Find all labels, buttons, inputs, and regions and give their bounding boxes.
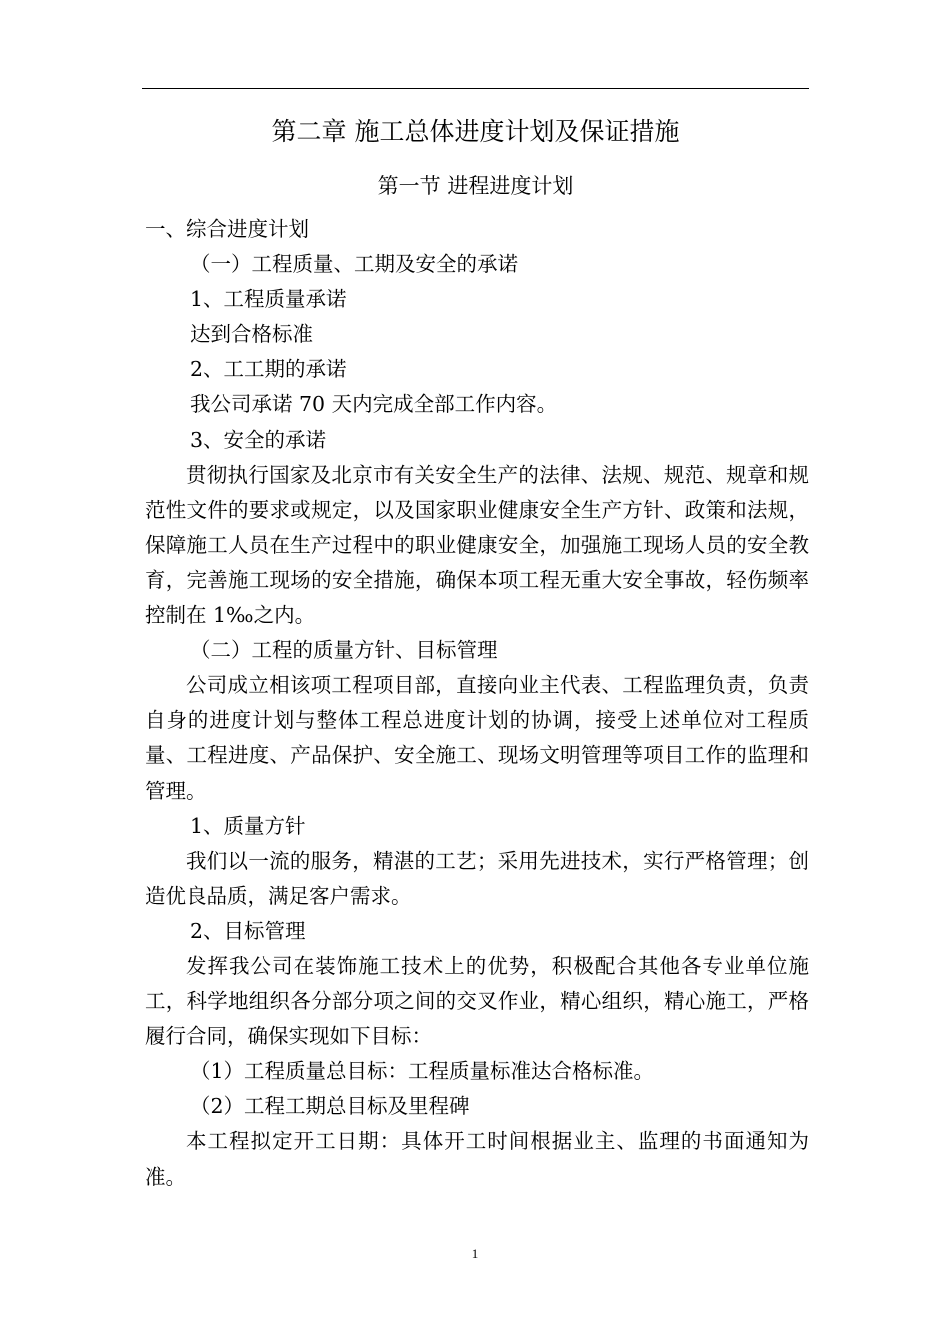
item-schedule-target: （2）工程工期总目标及里程碑 <box>190 1094 470 1119</box>
header-rule <box>142 88 809 89</box>
text-quality-standard: 达到合格标准 <box>190 322 313 347</box>
document-body <box>145 212 809 1195</box>
page-number: 1 <box>471 1246 479 1261</box>
paragraph-quality-policy: 我们以一流的服务，精湛的工艺；采用先进技术，实行严格管理；创造优良品质，满足客户需求。 <box>145 848 809 908</box>
heading-comprehensive-schedule: 一、综合进度计划 <box>145 217 309 241</box>
text-duration: 我公司承诺 70 天内完成全部工作内容。 <box>190 392 558 417</box>
item-safety-commitment: 3、安全的承诺 <box>190 427 327 452</box>
item-duration-commitment: 2、工工期的承诺 <box>190 357 347 382</box>
paragraph-target-management: 发挥我公司在装饰施工技术上的优势，积极配合其他各专业单位施工，科学地组织各分部分项之间的交叉作业，精心组织，精心施工，严格履行合同，确保实现如下目标： <box>145 953 809 1049</box>
item-quality-policy: 1、质量方针 <box>190 813 306 838</box>
paragraph-start-date: 本工程拟定开工日期：具体开工时间根据业主、监理的书面通知为准。 <box>145 1129 809 1189</box>
item-target-management: 2、目标管理 <box>190 918 306 943</box>
item-quality-target: （1）工程质量总目标：工程质量标准达合格标准。 <box>190 1059 655 1084</box>
subheading-commitments: （一）工程质量、工期及安全的承诺 <box>190 252 518 277</box>
item-quality-commitment: 1、工程质量承诺 <box>190 287 347 312</box>
paragraph-project-department: 公司成立相该项工程项目部，直接向业主代表、工程监理负责，负责自身的进度计划与整体工程总进度计划的协调，接受上述单位对工程质量、工程进度、产品保护、安全施工、现场文明管理等项目工作的监理和管理。 <box>145 673 809 803</box>
section-title: 第一节 进程进度计划 <box>377 174 574 198</box>
paragraph-safety: 贯彻执行国家及北京市有关安全生产的法律、法规、规范、规章和规范性文件的要求或规定，以及国家职业健康安全生产方针、政策和法规，保障施工人员在生产过程中的职业健康安全，加强施工现场人员的安全教育，完善施工现场的安全措施，确保本项工程无重大安全事故，轻伤频率控制在 1‰之内。 <box>145 462 809 628</box>
subheading-quality-policy: （二）工程的质量方针、目标管理 <box>190 638 498 663</box>
chapter-title: 第二章 施工总体进度计划及保证措施 <box>271 117 680 146</box>
